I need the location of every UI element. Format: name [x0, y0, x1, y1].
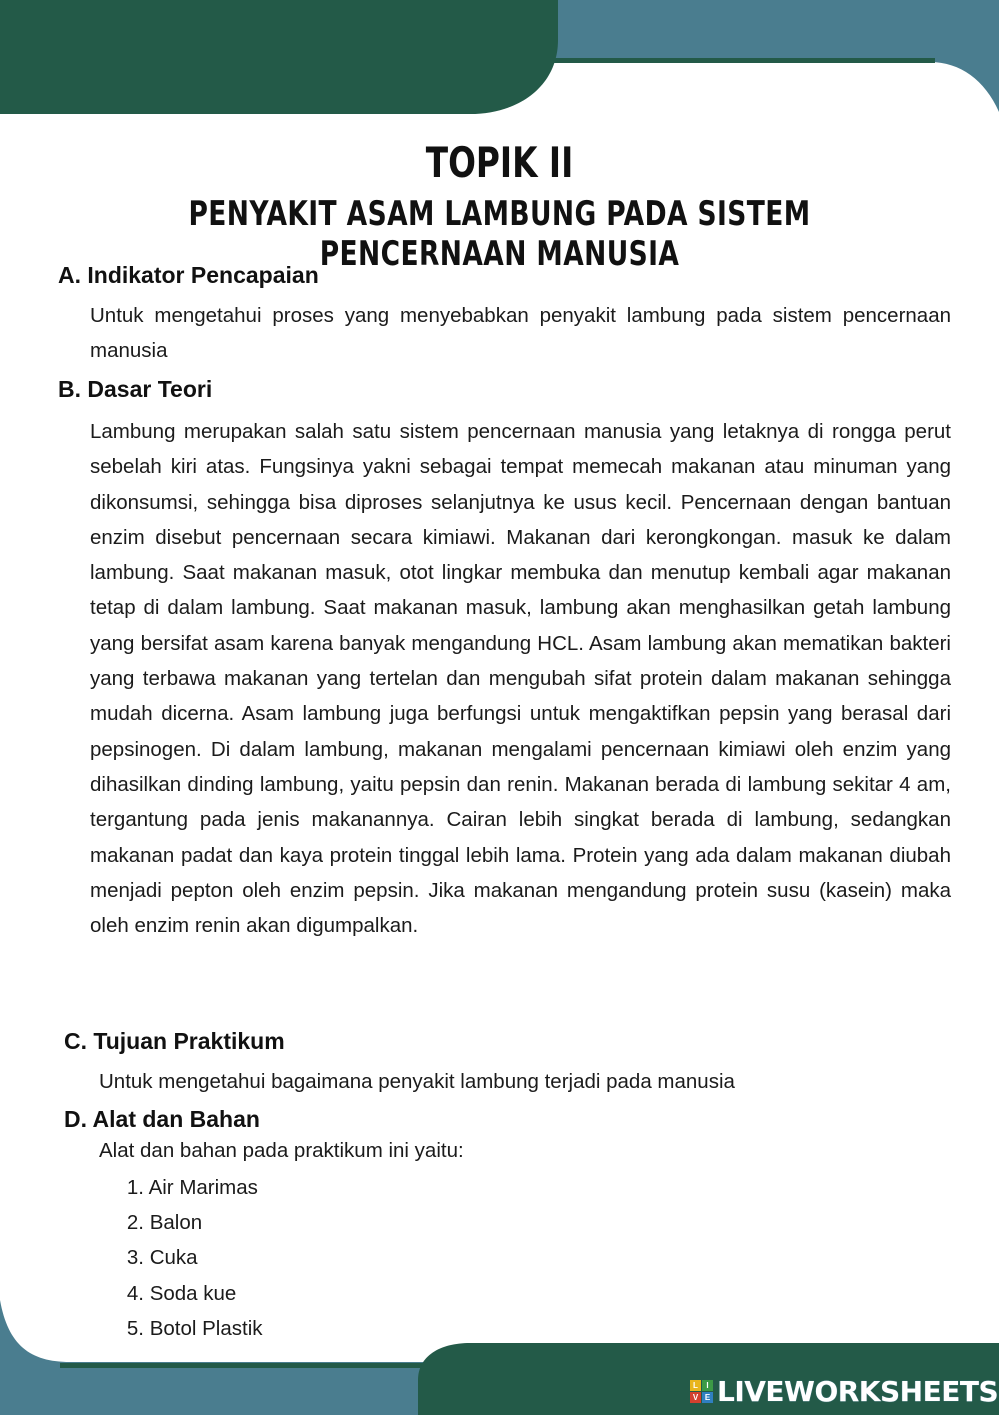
- materials-list: [115, 1170, 263, 1346]
- page-subtitle: PENYAKIT ASAM LAMBUNG PADA SISTEM PENCERNAAN MANUSIA: [188, 194, 811, 274]
- liveworksheets-logo[interactable]: [690, 1376, 998, 1406]
- top-green-tab: [0, 0, 558, 114]
- section-a-heading: A. Indikator Pencapaian: [58, 262, 319, 288]
- list-item: 3. Cuka: [126, 1246, 198, 1270]
- section-a-body: Untuk mengetahui proses yang menyebabkan penyakit lambung pada sistem pencernaan manusia: [90, 304, 951, 363]
- liveworksheets-logo-icon: L I V E: [690, 1380, 713, 1403]
- list-item: 2. Balon: [126, 1211, 203, 1235]
- bottom-green-line: [60, 1363, 440, 1368]
- liveworksheets-logo-text: LIVEWORKSHEETS: [717, 1374, 999, 1408]
- list-item: 4. Soda kue: [126, 1281, 237, 1305]
- section-b-body: Lambung merupakan salah satu sistem pencernaan manusia yang letaknya di rongga perut sebelah kiri atas. Fungsinya yakni sebagai tempat memecah makanan atau minuman yang dikonsumsi, sehingga bisa diproses selanjutnya ke usus kecil. Pencernaan dengan bantuan enzim disebut pencernaan secara kimiawi. Makanan dari kerongkongan. masuk ke dalam lambung. Saat makanan masuk, otot lingkar membuka dan menutup kembali agar makanan tetap di dalam lambung. Saat makanan masuk, lambung akan menghasilkan getah lambung yang bersifat asam karena banyak mengandung HCL. Asam lambung akan mematikan bakteri yang terbawa makanan yang tertelan dan mengubah sifat protein dalam makanan sehingga mudah dicerna. Asam lambung juga berfungsi untuk mengaktifkan pepsin yang berasal dari pepsinogen. Di dalam lambung, makanan mengalami pencernaan kimiawi oleh enzim yang dihasilkan dinding lambung, yaitu pepsin dan renin. Makanan berada di lambung sekitar 4 am, tergantung pada jenis makanannya. Cairan lebih singkat berada di lambung, sedangkan makanan padat dan kaya protein tinggal lebih lama. Protein yang ada dalam makanan diubah menjadi pepton oleh enzim pepsin. Jika makanan mengandung protein susu (kasein) maka oleh enzim renin akan digumpalkan.: [90, 420, 951, 938]
- list-item: 1. Air Marimas: [126, 1176, 258, 1199]
- section-c-body: Untuk mengetahui bagaimana penyakit lambung terjadi pada manusia: [99, 1070, 735, 1093]
- section-b-heading: B. Dasar Teori: [58, 376, 213, 402]
- section-d-intro: Alat dan bahan pada praktikum ini yaitu:: [99, 1139, 464, 1162]
- list-item: 5. Botol Plastik: [126, 1316, 263, 1340]
- section-d-heading: D. Alat dan Bahan: [64, 1106, 260, 1132]
- section-c-heading: C. Tujuan Praktikum: [64, 1028, 285, 1054]
- page-title: TOPIK II: [425, 138, 574, 187]
- top-green-line: [545, 58, 935, 63]
